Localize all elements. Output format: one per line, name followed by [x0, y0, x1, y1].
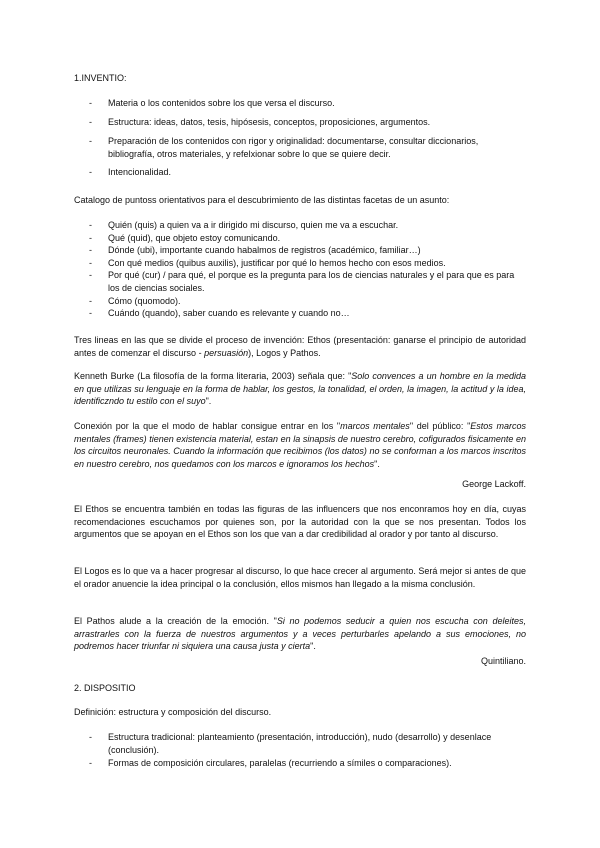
text-run: ". — [310, 641, 316, 652]
text-run: Kenneth Burke (La filosofía de la forma literaria, 2003) señala que: " — [74, 371, 352, 381]
section-heading-inventio: 1.INVENTIO: — [74, 73, 127, 83]
list-item: - Formas de composición circulares, paralelas (recurriendo a símiles o comparaciones). — [74, 757, 526, 770]
dispositio-list — [74, 731, 526, 770]
list-item: - Qué (quid), que objeto estoy comunicando. — [74, 232, 526, 245]
paragraph-logos: El Logos es lo que va a hacer progresar al discurso, lo que hace crecer al argumento. Será mejor si antes de que el orador anuencie la idea principal o la conclusión, ellos mismos han llegado a la misma conclusión. — [74, 566, 526, 589]
catalog-list — [74, 219, 526, 320]
attribution-quintiliano: Quintiliano. — [480, 656, 526, 666]
text-run: ), Logos y Pathos. — [248, 347, 321, 358]
paragraph-tres-lineas — [74, 334, 526, 359]
list-item: - Estructura: ideas, datos, tesis, hipósesis, conceptos, proposiciones, argumentos. — [74, 116, 526, 129]
catalog-intro: Catalogo de puntoss orientativos para el descubrimiento de las distintas facetas de un asunto: — [74, 195, 450, 205]
attribution-lackoff: George Lackoff. — [462, 479, 526, 489]
quote-italic: Solo convences a un hombre en la medida en que utilizas su lenguaje en la forma de hablar, los gestos, la tonalidad, el orden, la imagen, la actitud y la idea, identificzndo tu estilo con el suyo — [74, 371, 527, 407]
paragraph-ethos: El Ethos se encuentra también en todas las figuras de las influencers que nos enconramos hoy en día, cuyas recomendaciones escuchamos por quienes son, por la autoridad con la que se nos presentan. Todos los argumentos que se apoyan en el Ethos son los que van a dar credibilidad al orador y por tanto al discurso. — [74, 504, 526, 540]
list-item: - Dónde (ubi), importante cuando habalmos de registros (académico, familiar…) — [74, 244, 526, 257]
text-run: El Pathos alude a la creación de la emoción. " — [74, 616, 277, 626]
text-run: Tres lineas en las que se divide el proceso de invención: Ethos (presentación: ganarse el principio de autoridad antes de comenzar el discurso - — [74, 335, 526, 358]
list-item: - Estructura tradicional: planteamiento (presentación, introducción), nudo (desarrollo) y desenlace (conclusión). — [74, 731, 526, 756]
text-run: ". — [205, 396, 212, 407]
list-item: - Quién (quis) a quien va a ir dirigido mi discurso, quien me va a escuchar. — [74, 219, 526, 232]
quote-italic: Si no podemos seducir a quien nos escucha con deleites, arrastrarles con la fuerza de nuestros argumentos y a veces perturbarles apelando a sus emociones, no podremos hacer triunfar ni siquiera una causa justa y cierta — [74, 616, 526, 652]
list-item: - Materia o los contenidos sobre los que versa el discurso. — [74, 97, 526, 110]
quote-italic: Estos marcos mentales (frames) tienen existencia material, estan en la sinapsis de nuestro cerebro, cofigurados fisicamente en los circuitos neuronales. Cuando la información que recibimos (los datos) no se conforman a los marcos inscritos en nuestro cerebro, nos quedamos con los marcos e ignoramos los hechos — [74, 421, 526, 469]
section-heading-dispositio: 2. DISPOSITIO — [74, 683, 136, 693]
inventio-list — [74, 97, 526, 179]
list-item: - Por qué (cur) / para qué, el porque es la pregunta para los de ciencias naturales y el para que es para los de ciencias sociales. — [74, 269, 526, 294]
list-item: - Con qué medios (quibus auxilis), justificar por qué lo hemos hecho con esos medios. — [74, 257, 526, 270]
list-item: - Intencionalidad. — [74, 166, 526, 179]
list-item: - Cuándo (quando), saber cuando es relevante y cuando no… — [74, 307, 526, 320]
text-run-italic: marcos mentales — [340, 421, 410, 431]
text-run-italic: persuasión — [204, 347, 249, 358]
paragraph-pathos — [74, 615, 526, 653]
text-run: Conexión por la que el modo de hablar consigue entrar en los " — [74, 421, 341, 431]
paragraph-conexion — [74, 420, 526, 470]
text-run: ". — [374, 458, 380, 469]
list-item: - Preparación de los contenidos con rigor y originalidad: documentarse, consultar diccionarios, bibliografía, otros materiales, y refelxionar sobre lo que se quiere decir. — [74, 135, 526, 160]
definition-dispositio: Definición: estructura y composición del discurso. — [74, 707, 272, 717]
paragraph-burke — [74, 370, 526, 408]
list-item: - Cómo (quomodo). — [74, 295, 526, 308]
text-run: " del público: " — [409, 421, 471, 431]
